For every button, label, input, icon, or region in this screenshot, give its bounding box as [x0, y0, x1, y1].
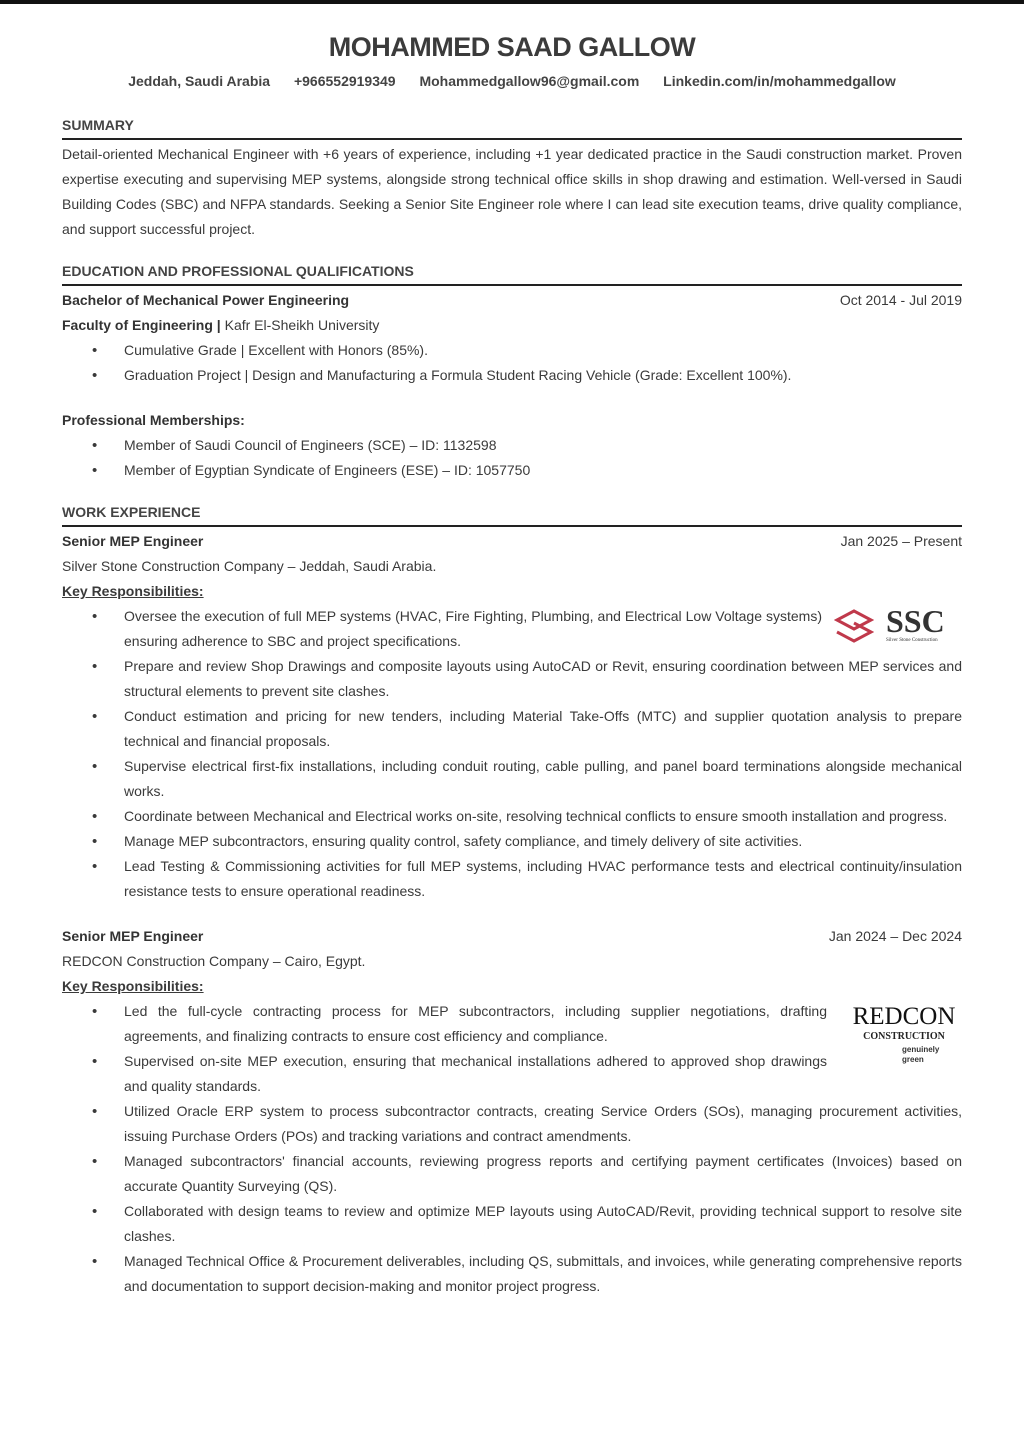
email[interactable]: Mohammedgallow96@gmail.com [419, 73, 640, 89]
list-item: • Member of Egyptian Syndicate of Engineers (ESE) – ID: 1057750 [62, 458, 962, 483]
redcon-logo [846, 1004, 962, 1065]
job-entry [62, 529, 962, 904]
redcon-logo-text: REDCON [852, 1003, 956, 1030]
list-item: • Manage MEP subcontractors, ensuring quality control, safety compliance, and timely delivery of site activities. [62, 829, 962, 854]
linkedin-link[interactable]: Linkedin.com/in/mohammedgallow [663, 73, 896, 89]
company: Silver Stone Construction Company – Jeddah, Saudi Arabia. [62, 558, 437, 574]
list-item: • Coordinate between Mechanical and Electrical works on-site, resolving technical conflicts to ensure smooth installation and progress. [62, 804, 962, 829]
summary-section [62, 116, 962, 242]
list-item: • Prepare and review Shop Drawings and composite layouts using AutoCAD or Revit, ensuring coordination between MEP services and structural elements to prevent site clashes. [62, 654, 962, 704]
summary-text: Detail-oriented Mechanical Engineer with +6 years of experience, including +1 year dedicated practice in the Saudi construction market. Proven expertise executing and supervising MEP systems, alongside strong technical office skills in shop drawing and estimation. Well-versed in Saudi Building Codes (SBC) and NFPA standards. Seeking a Senior Site Engineer role where I can lead site execution teams, drive quality compliance, and support successful project. [62, 146, 962, 237]
ssc-logo-mark-icon [834, 609, 874, 643]
list-item: • Managed subcontractors' financial accounts, reviewing progress reports and certifying payment certificates (Invoices) based on accurate Quantity Surveying (QS). [62, 1149, 962, 1199]
list-item: • Led the full-cycle contracting process for MEP subcontractors, including supplier negotiations, drafting agreements, and finalizing contracts to ensure cost efficiency and compliance. [62, 999, 962, 1049]
phone[interactable]: +966552919349 [293, 73, 396, 89]
list-item: • Supervise electrical first-fix installations, including conduit routing, cable pulling, and panel board terminations alongside mechanical works. [62, 754, 962, 804]
work-section [62, 503, 962, 1299]
job-role: Senior MEP Engineer [62, 928, 204, 944]
ssc-logo-sub: Silver Stone Construction [886, 638, 938, 643]
responsibilities-title: Key Responsibilities: [62, 978, 204, 994]
job-entry [62, 924, 962, 1299]
university: Kafr El-Sheikh University [220, 317, 380, 333]
list-item: • Managed Technical Office & Procurement deliverables, including QS, submittals, and invoices, while generating comprehensive reports and documentation to support decision-making and monitor project progress. [62, 1249, 962, 1299]
ssc-logo-text: SSC [886, 603, 945, 639]
memberships-title: Professional Memberships: [62, 412, 245, 428]
job-dates: Jan 2025 – Present [840, 533, 962, 549]
list-item: • Utilized Oracle ERP system to process subcontractor contracts, creating Service Orders (SOs), managing procurement activities, issuing Purchase Orders (POs) and tracking variations and contract amendments. [62, 1099, 962, 1149]
section-heading: WORK EXPERIENCE [62, 503, 962, 527]
list-item: • Lead Testing & Commissioning activities for full MEP systems, including HVAC performance tests and electrical continuity/insulation resistance tests to ensure operational readiness. [62, 854, 962, 904]
list-item: • Collaborated with design teams to review and optimize MEP layouts using AutoCAD/Revit, providing technical support to resolve site clashes. [62, 1199, 962, 1249]
responsibilities-title: Key Responsibilities: [62, 583, 204, 599]
list-item: • Cumulative Grade | Excellent with Honors (85%). [62, 338, 962, 363]
candidate-name: MOHAMMED SAAD GALLOW [328, 32, 696, 62]
ssc-logo [834, 603, 962, 647]
list-item: • Oversee the execution of full MEP systems (HVAC, Fire Fighting, Plumbing, and Electrical Low Voltage systems) ensuring adherence to SBC and project specifications. [62, 604, 962, 654]
section-heading: EDUCATION AND PROFESSIONAL QUALIFICATIONS [62, 262, 962, 286]
job-dates: Jan 2024 – Dec 2024 [828, 928, 962, 944]
list-item: • Conduct estimation and pricing for new tenders, including Material Take-Offs (MTC) and supplier quotation analysis to prepare technical and financial proposals. [62, 704, 962, 754]
degree: Bachelor of Mechanical Power Engineering [62, 292, 350, 308]
redcon-logo-sub: CONSTRUCTION [863, 1031, 945, 1042]
job-role: Senior MEP Engineer [62, 533, 204, 549]
list-item: • Member of Saudi Council of Engineers (SCE) – ID: 1132598 [62, 433, 962, 458]
education-section [62, 262, 962, 483]
list-item: • Supervised on-site MEP execution, ensuring that mechanical installations adhered to approved shop drawings and quality standards. [62, 1049, 962, 1099]
resume-page [62, 4, 962, 1329]
contact-line [62, 72, 962, 90]
dates: Oct 2014 - Jul 2019 [839, 292, 962, 308]
location: Jeddah, Saudi Arabia [128, 73, 271, 89]
redcon-tagline: genuinely green [902, 1045, 940, 1064]
list-item: • Graduation Project | Design and Manufacturing a Formula Student Racing Vehicle (Grade: Excellent 100%). [62, 363, 962, 388]
faculty: Faculty of Engineering | [62, 317, 221, 333]
company: REDCON Construction Company – Cairo, Egypt. [62, 953, 366, 969]
section-heading: SUMMARY [62, 116, 962, 140]
